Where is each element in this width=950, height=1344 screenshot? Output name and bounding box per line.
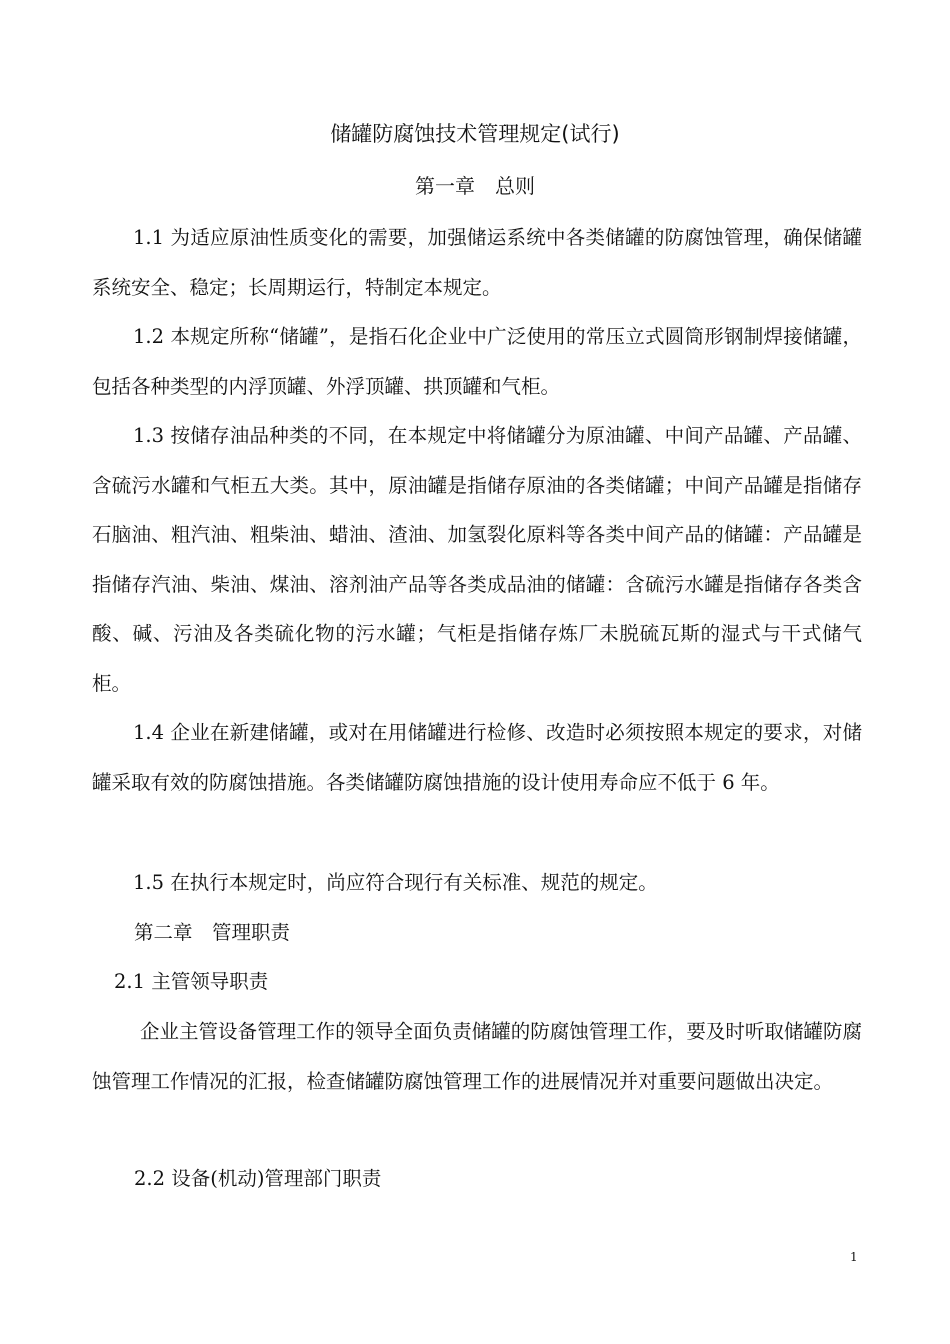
section-2-2-heading: 2.2 设备(机动)管理部门职责 (134, 1167, 382, 1190)
paragraph-1-5: 1.5 在执行本规定时，尚应符合现行有关标准、规范的规定。 (133, 871, 658, 894)
paragraph-1-3: 1.3 按储存油品种类的不同，在本规定中将储罐分为原油罐、中间产品罐、产品罐、含硫污水罐和气柜五大类。其中，原油罐是指储存原油的各类储罐；中间产品罐是指储存石脑油、粗汽油、粗柴油、蜡油、渣油、加氢裂化原料等各类中间产品的储罐：产品罐是指储存汽油、柴油、煤油、溶剂油产品等各类成品油的储罐：含硫污水罐是指储存各类含酸、碱、污油及各类硫化物的污水罐；气柜是指储存炼厂未脱硫瓦斯的湿式与干式储气柜。 (92, 424, 862, 695)
paragraph-2-1: 企业主管设备管理工作的领导全面负责储罐的防腐蚀管理工作，要及时听取储罐防腐蚀管理工作情况的汇报，检查储罐防腐蚀管理工作的进展情况并对重要问题做出决定。 (92, 1020, 862, 1093)
paragraph-1-1: 1.1 为适应原油性质变化的需要，加强储运系统中各类储罐的防腐蚀管理，确保储罐系统安全、稳定；长周期运行，特制定本规定。 (92, 226, 862, 299)
paragraph-1-2: 1.2 本规定所称“储罐”，是指石化企业中广泛使用的常压立式圆筒形钢制焊接储罐，包括各种类型的内浮顶罐、外浮顶罐、拱顶罐和气柜。 (92, 325, 862, 398)
paragraph-1-4: 1.4 企业在新建储罐，或对在用储罐进行检修、改造时必须按照本规定的要求，对储罐采取有效的防腐蚀措施。各类储罐防腐蚀措施的设计使用寿命应不低于 6 年。 (92, 721, 862, 794)
page-number: 1 (850, 1250, 858, 1264)
chapter-1-heading: 第一章 总则 (415, 174, 535, 198)
document-title: 储罐防腐蚀技术管理规定(试行) (330, 122, 620, 146)
section-2-1-heading: 2.1 主管领导职责 (114, 970, 269, 993)
chapter-2-heading: 第二章 管理职责 (134, 921, 291, 944)
